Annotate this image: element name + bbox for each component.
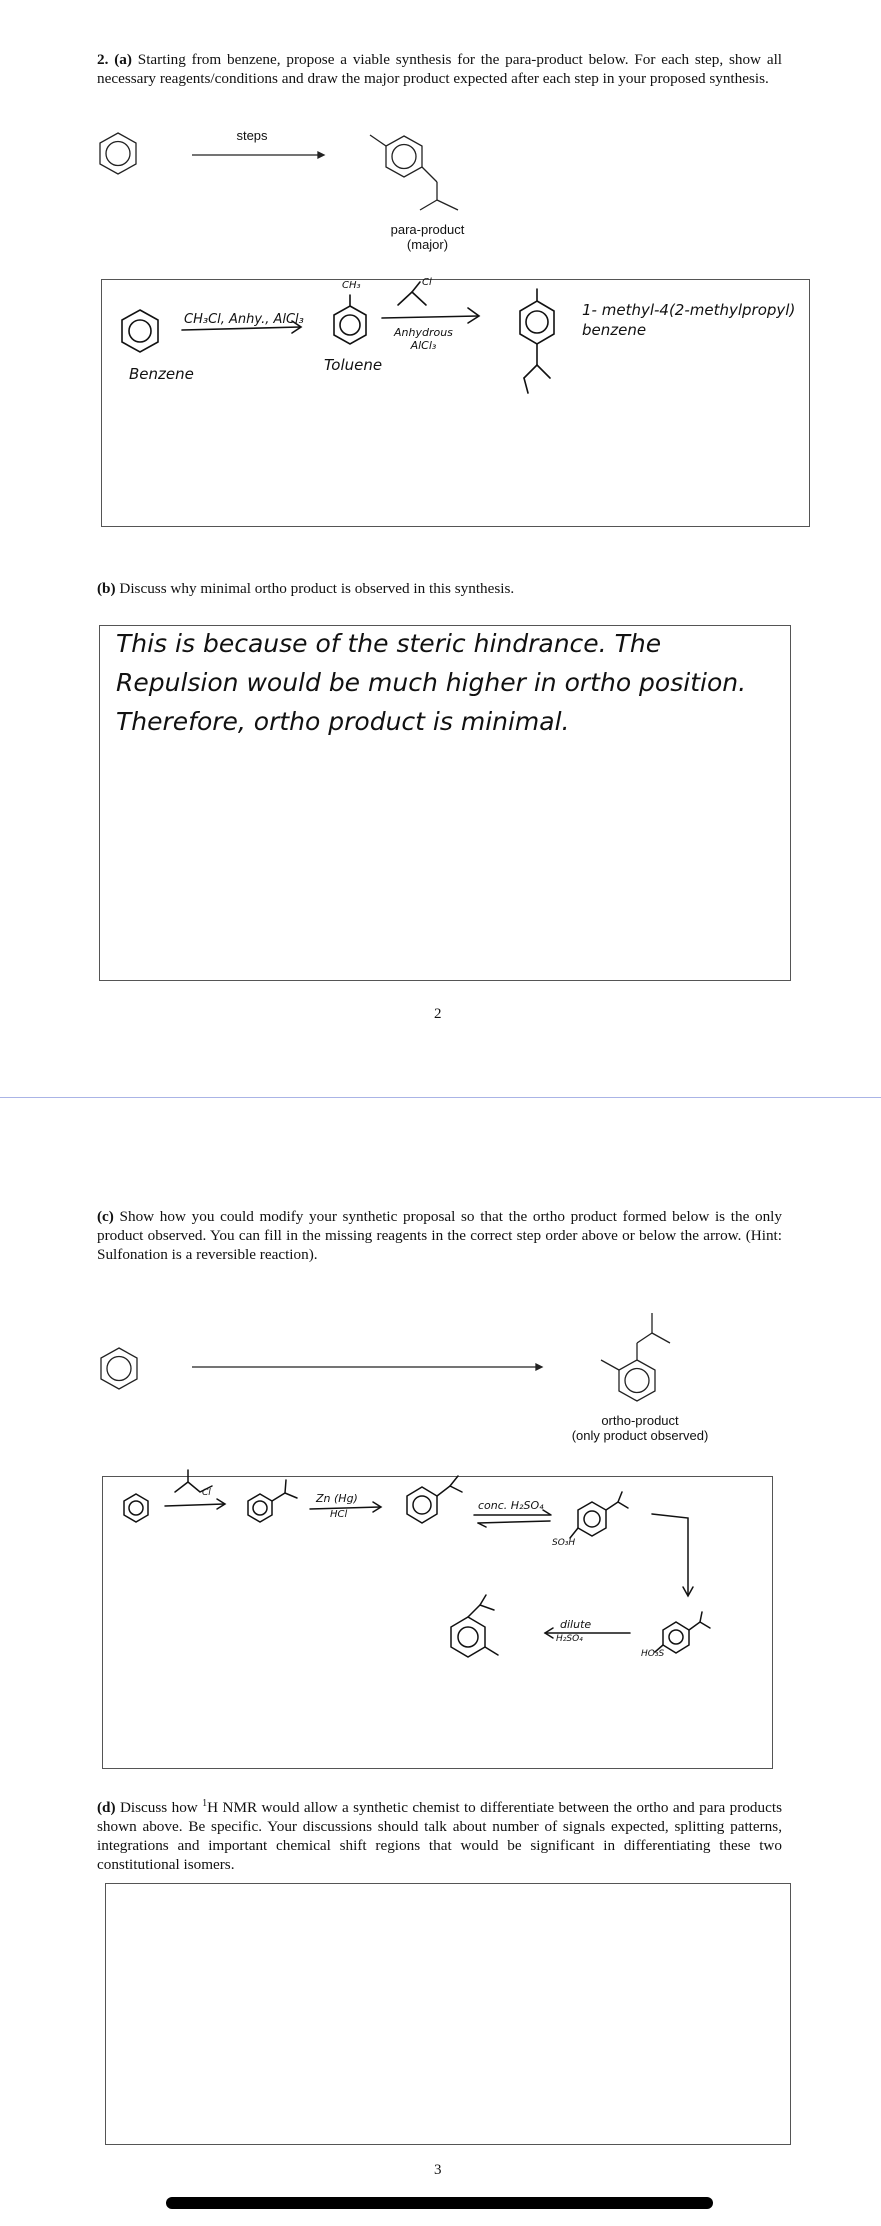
answer-b-line-2: Repulsion would be much higher in ortho position. bbox=[116, 668, 747, 697]
steps-label: steps bbox=[236, 128, 268, 143]
cl-label-a: Cl bbox=[422, 277, 432, 288]
reagent-zn-hg: Zn (Hg) bbox=[316, 1492, 358, 1505]
page-number-3: 3 bbox=[434, 2162, 442, 2178]
part-label-a: (a) bbox=[114, 51, 132, 68]
part-label-b: (b) bbox=[97, 580, 116, 597]
benzene-label: Benzene bbox=[129, 365, 194, 383]
question-2d-text: (d) Discuss how $^1$H NMR would allow a synthetic chemist to differentiate between the ortho and para products shown above. Be specific. Your discussions should talk about number of signals expected, splitting patterns, integrations and important chemical shift regions that would be significant in differentiating these two constitutional isomers. bbox=[97, 1798, 782, 1874]
so3h-label: SO₃H bbox=[552, 1538, 576, 1548]
reagent-anhydrous-alcl3: Anhydrous AlCl₃ bbox=[394, 326, 453, 352]
page-number-2: 2 bbox=[434, 1006, 442, 1022]
question-2b-body: Discuss why minimal ortho product is observed in this synthesis. bbox=[119, 580, 515, 597]
para-product-label: para-product (major) bbox=[390, 222, 465, 252]
ch3-label: CH₃ bbox=[342, 280, 361, 291]
answer-b-line-3: Therefore, ortho product is minimal. bbox=[116, 707, 570, 736]
bottom-scroll-bar[interactable] bbox=[166, 2197, 713, 2209]
toluene-label: Toluene bbox=[324, 356, 383, 374]
product-name-a: 1- methyl-4(2-methylpropyl) benzene bbox=[582, 301, 796, 339]
reagent-hcl: HCl bbox=[330, 1509, 348, 1520]
question-2a-body: Starting from benzene, propose a viable synthesis for the para-product below. For each step, show all necessary reagents/conditions and draw the major product expected after each step in your proposed synthesis. bbox=[97, 51, 783, 87]
reagent-dilute-h2so4: H₂SO₄ bbox=[556, 1634, 583, 1644]
part-label-c: (c) bbox=[97, 1208, 114, 1225]
ortho-product-label: ortho-product (only product observed) bbox=[571, 1413, 709, 1443]
reagent-dilute: dilute bbox=[560, 1618, 592, 1631]
question-2c-body: Show how you could modify your synthetic proposal so that the ortho product formed below is the only product observed. You can fill in the missing reagents in the correct step order above or below the arrow. (Hint: Sulfonation is a reversible reaction). bbox=[97, 1208, 782, 1263]
question-number: 2. bbox=[97, 51, 109, 68]
part-label-d: (d) bbox=[97, 1799, 116, 1817]
ho3s-label: HO₃S bbox=[641, 1649, 665, 1659]
answer-box-d[interactable] bbox=[105, 1883, 791, 2145]
answer-b-line-1: This is because of the steric hindrance. The bbox=[116, 629, 662, 658]
cl-label-c: Cl bbox=[202, 1488, 211, 1498]
reagent-ch3cl: CH₃Cl, Anhy., AlCl₃ bbox=[184, 312, 304, 327]
reagent-conc-h2so4: conc. H₂SO₄ bbox=[478, 1499, 544, 1512]
